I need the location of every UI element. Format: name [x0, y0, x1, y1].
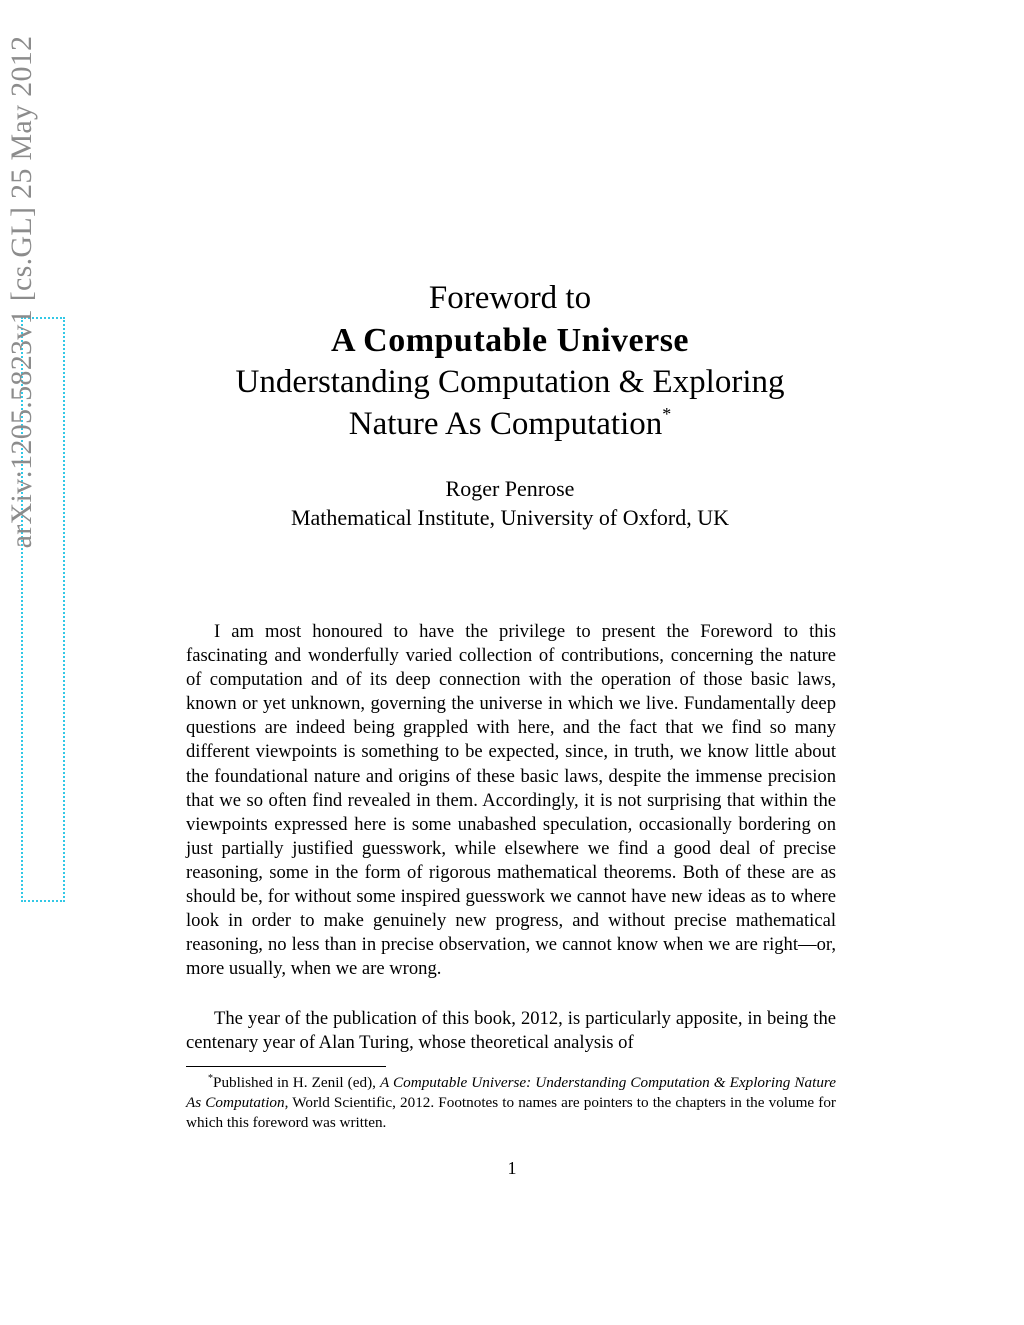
subtitle-line1: Understanding Computation & Exploring: [235, 364, 785, 400]
title-footnote-mark: *: [662, 404, 672, 424]
author-name: Roger Penrose: [445, 476, 575, 501]
body-paragraph-2: The year of the publication of this book, 2012, is particularly apposite, in being the centenary year of Alan Turing, whose theoretical analysis of: [186, 1008, 836, 1054]
author-affiliation: Mathematical Institute, University of Oxford, UK: [290, 505, 730, 530]
arxiv-identifier: arXiv:1205.5823v1 [cs.GL] 25 May 2012: [5, 35, 38, 549]
title-foreword-to: Foreword to: [428, 280, 592, 316]
footnote-mark: *: [208, 1073, 213, 1084]
footnote: [186, 1069, 836, 1133]
footnote-prefix: Published in H. Zenil (ed),: [213, 1074, 380, 1092]
book-title: A Computable Universe: [330, 322, 690, 359]
body-paragraph-1: I am most honoured to have the privilege to present the Foreword to this fascinating and wonderfully varied collection of contributions, concerning the nature of computation and of its deep connection with the operation of those basic laws, known or yet unknown, governing the universe in which we live. Fundamentally deep questions are indeed being grappled with here, and the fact that we find so many different viewpoints is something to be expected, since, in truth, we know little about the foundational nature and origins of these basic laws, despite the immense precision that we so often find revealed in them. Accordingly, it is not surprising that within the viewpoints expressed here is some unabashed speculation, occasionally bordering on just partially justified guesswork, while elsewhere we find a good deal of precise reasoning, some in the form of rigorous mathematical theorems. Both of these are as should be, for without some inspired guesswork we cannot have new ideas as to where look in order to make genuinely new progress, and without precise mathematical reasoning, no less than in precise observation, we cannot know when we are right—or, more usually, when we are wrong.: [186, 621, 836, 980]
subtitle-line2: [160, 406, 860, 443]
subtitle-line2-text: Nature As Computation: [348, 406, 663, 442]
footnote-rule: [186, 1066, 386, 1067]
footnote-book-title: A Computable Universe: Understanding Computation & Exploring Nature As Computation: [186, 1074, 836, 1112]
page-number: 1: [507, 1158, 517, 1178]
footnote-suffix: , World Scientific, 2012. Footnotes to names are pointers to the chapters in the volume for which this foreword was written.: [186, 1094, 836, 1132]
